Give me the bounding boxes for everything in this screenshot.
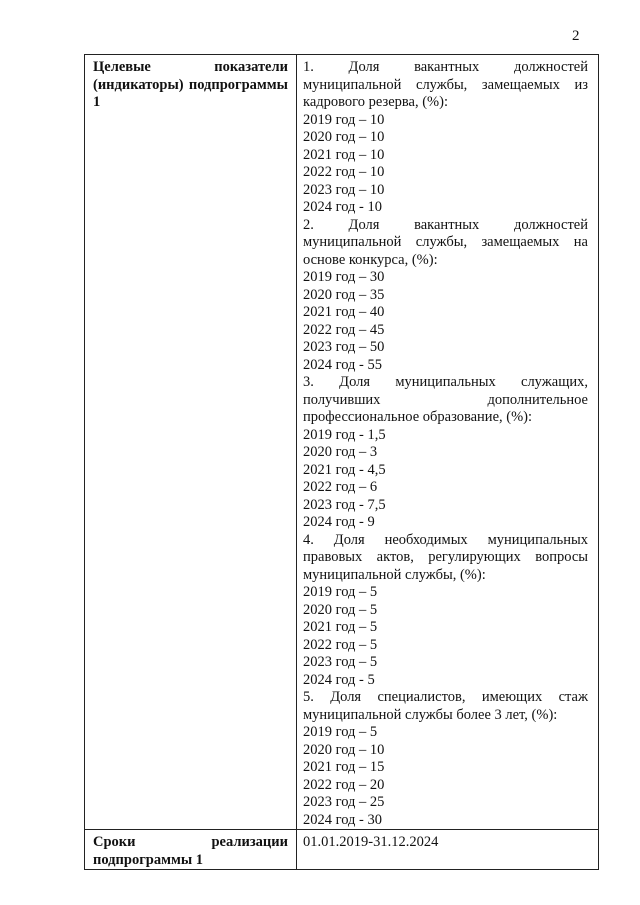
indicator-year-value: 2021 год – 10: [303, 146, 385, 163]
indicator-4: [303, 532, 588, 690]
row-label-indicators: Целевые показатели (индикаторы) подпрограммы 1: [85, 55, 297, 830]
indicator-year-value: 2023 год – 50: [303, 339, 385, 355]
indicator-year-value: 2022 год – 20: [303, 776, 385, 793]
indicator-5: [303, 689, 588, 829]
indicators-list: [297, 55, 599, 830]
indicator-title: 2. Доля вакантных должностей муниципальной службы, замещаемых на основе конкурса, (%):: [303, 216, 588, 268]
indicator-year-value: 2020 год – 10: [303, 129, 385, 145]
indicator-1: [303, 59, 588, 217]
indicator-2: [303, 217, 588, 375]
indicator-year-value: 2019 год – 5: [303, 584, 378, 600]
indicator-title: 4. Доля необходимых муниципальных правовых актов, регулирующих вопросы муниципальной службы, (%):: [303, 531, 588, 583]
indicator-year-value: 2020 год – 5: [303, 601, 378, 618]
timeline-value: 01.01.2019-31.12.2024: [297, 830, 599, 870]
table-row-timeline: [85, 830, 599, 870]
indicator-year-value: 2023 год – 25: [303, 794, 385, 810]
indicator-year-value: 2021 год – 15: [303, 759, 385, 775]
indicator-year-value: 2024 год - 10: [303, 199, 382, 215]
row-label-timeline: Сроки реализации подпрограммы 1: [85, 830, 297, 870]
page-number: 2: [572, 28, 580, 44]
indicator-year-value: 2020 год – 10: [303, 741, 385, 758]
indicator-3: [303, 374, 588, 532]
indicator-year-value: 2019 год – 5: [303, 724, 378, 740]
indicator-year-value: 2024 год - 55: [303, 356, 382, 373]
indicator-year-value: 2023 год – 10: [303, 181, 385, 198]
indicator-year-value: 2021 год – 5: [303, 619, 378, 635]
indicator-year-value: 2024 год - 9: [303, 514, 375, 530]
indicator-year-value: 2019 год – 10: [303, 111, 385, 128]
indicator-year-value: 2022 год – 10: [303, 164, 385, 180]
table-row-indicators: [85, 55, 599, 830]
indicator-year-value: 2019 год - 1,5: [303, 426, 386, 443]
indicator-year-value: 2021 год - 4,5: [303, 461, 386, 478]
indicator-year-value: 2022 год – 45: [303, 321, 385, 338]
indicator-title: 5. Доля специалистов, имеющих стаж муниципальной службы более 3 лет, (%):: [303, 689, 588, 723]
indicator-year-value: 2020 год – 3: [303, 444, 378, 460]
indicator-year-value: 2021 год – 40: [303, 304, 385, 320]
indicator-year-value: 2023 год – 5: [303, 654, 378, 670]
indicator-year-value: 2024 год - 30: [303, 811, 382, 828]
program-table: [84, 54, 599, 870]
indicator-title: 3. Доля муниципальных служащих, получивших дополнительное профессиональное образование, (%):: [303, 374, 588, 425]
indicator-year-value: 2022 год – 5: [303, 636, 378, 653]
indicator-year-value: 2020 год – 35: [303, 286, 385, 303]
indicator-title: 1. Доля вакантных должностей муниципальной службы, замещаемых из кадрового резерва, (%):: [303, 59, 588, 110]
indicator-year-value: 2022 год – 6: [303, 479, 378, 495]
indicator-year-value: 2024 год - 5: [303, 671, 375, 688]
indicator-year-value: 2023 год - 7,5: [303, 496, 386, 513]
indicator-year-value: 2019 год – 30: [303, 269, 385, 285]
